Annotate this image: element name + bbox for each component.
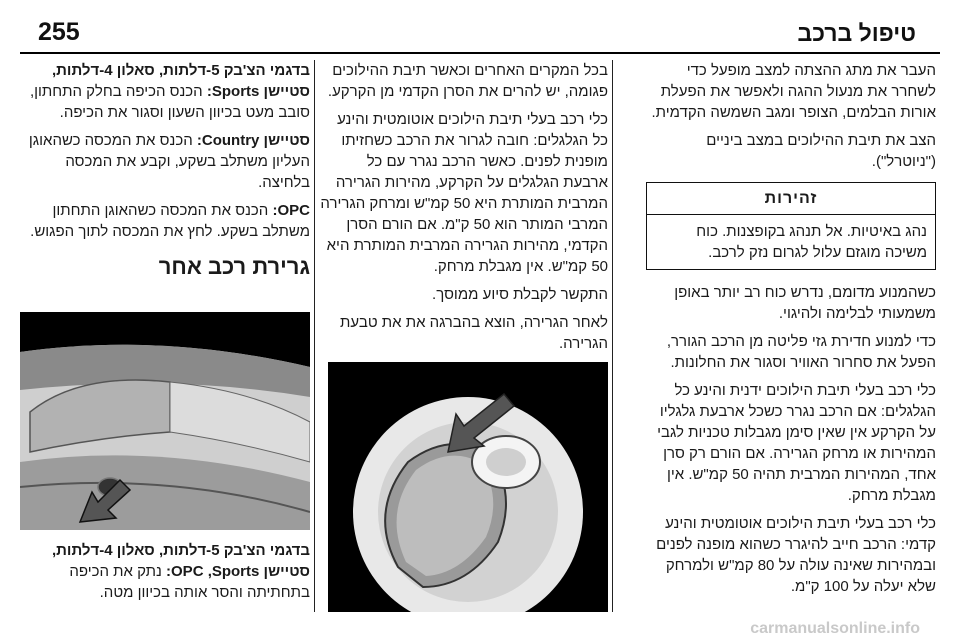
chapter-title: טיפול ברכב bbox=[797, 20, 916, 46]
right-column bbox=[646, 60, 936, 604]
paragraph: כלי רכב בעלי תיבת הילוכים אוטומטית והינע קדמי: הרכב חייב להיגרר כשהוא מופנה לפנים ובמהירות שאינה עולה על 80 קמ"ש ולמרחק שלא יעלה על 100 ק"מ. bbox=[656, 515, 936, 595]
car-rear-illustration bbox=[20, 312, 310, 530]
paragraph: העבר את מתג ההצתה למצב מופעל כדי לשחרר את מנעול ההגה ולאפשר את הפעלת אורות הבלמים, הצופר ומגב השמשה הקדמית. bbox=[651, 62, 936, 121]
middle-column bbox=[318, 60, 608, 361]
paragraph-bold: סטיישן Country: bbox=[196, 132, 310, 149]
paragraph-bold: OPC: bbox=[272, 202, 310, 219]
paragraph bbox=[20, 540, 310, 603]
paragraph: התקשר לקבלת סיוע ממוסך. bbox=[432, 286, 608, 303]
paragraph bbox=[20, 60, 310, 123]
paragraph: לאחר הגרירה, הוצא בהברגה את את טבעת הגרירה. bbox=[340, 314, 608, 352]
paragraph: כלי רכב בעלי תיבת הילוכים אוטומטית והינע כל הגלגלים: חובה לגרור את הרכב כשחזיתו מופנית לפנים. כאשר הרכב נגרר עם כל ארבעת הגלגלים על הקרקע, מהירות הגרירה המרבית המותרת היא 50 קמ"ש ומרחק הגרירה המרבי המותר הוא 50 ק"מ. אם הורם הסרן הקדמי, מהירות הגרירה המרבית המותרת היא 50 קמ"ש. אין מגבלת מרחק. bbox=[320, 111, 608, 275]
paragraph: כשהמנוע מדומם, נדרש כוח רב יותר באופן משמעותי לבלימה ולהיגוי. bbox=[674, 284, 936, 322]
paragraph: כדי למנוע חדירת גזי פליטה מן הרכב הגורר, הפעל את סחרור האוויר וסגור את החלונות. bbox=[666, 333, 936, 371]
paragraph: הצב את תיבת ההילוכים במצב ביניים ("ניוטרל"). bbox=[706, 132, 936, 170]
paragraph bbox=[20, 130, 310, 193]
caption-bold: בדגמי הצ'בק 5-דלתות, סאלון 4-דלתות, סטיישן OPC ,Sports: bbox=[52, 542, 310, 580]
paragraph-text: הכנס את המכסה כשהאוגן התחתון משתלב בשקע. לחץ את המכסה לתוך הפגוש. bbox=[30, 202, 310, 240]
paragraph bbox=[20, 200, 310, 242]
figure-caption bbox=[20, 540, 310, 610]
towing-eye-illustration bbox=[328, 362, 608, 612]
header-rule bbox=[20, 52, 940, 54]
column-divider bbox=[314, 60, 315, 612]
page-header bbox=[0, 0, 960, 56]
caption-text: נתק את הכיפה בתחתיתה והסר אותה בכיוון מטה. bbox=[69, 563, 310, 601]
warning-body: נהג באיטיות. אל תנהג בקופצנות. כוח משיכה מוגזם עלול לגרום נזק לרכב. bbox=[696, 223, 927, 261]
paragraph-text: הכנס את המכסה כשהאוגן העליון משתלב בשקע, וקבע את המכסה בלחיצה. bbox=[28, 132, 310, 191]
column-divider bbox=[612, 60, 613, 612]
paragraph: בכל המקרים האחרים וכאשר תיבת ההילוכים פגומה, יש להרים את הסרן הקדמי מן הקרקע. bbox=[327, 62, 608, 100]
towing-eye-photo bbox=[328, 362, 608, 612]
section-heading: גרירת רכב אחר bbox=[158, 254, 310, 279]
paragraph-bold: בדגמי הצ'בק 5-דלתות, סאלון 4-דלתות, סטיישן Sports: bbox=[52, 62, 310, 100]
warning-box bbox=[646, 182, 936, 270]
left-column bbox=[20, 60, 310, 287]
paragraph-text: הכנס הכיפה בחלק התחתון, סובב מעט בכיוון השעון וסגור את הכיפה. bbox=[29, 83, 310, 121]
footer-watermark: carmanualsonline.info bbox=[750, 620, 920, 637]
page-number: 255 bbox=[38, 18, 80, 46]
car-rear-photo bbox=[20, 312, 310, 530]
paragraph: כלי רכב בעלי תיבת הילוכים ידנית והינע כל הגלגלים: אם הרכב נגרר כשכל ארבעת גלגליו על הקרקע אין שאין סימן מגבלות טכניות לגבי המהירות או מרחק הגרירה. אם הורם רק סרן אחד, המהירות המרבית תהיה 50 קמ"ש. אין מגבלת מרחק. bbox=[657, 382, 936, 504]
warning-title: זהירות bbox=[647, 183, 935, 215]
